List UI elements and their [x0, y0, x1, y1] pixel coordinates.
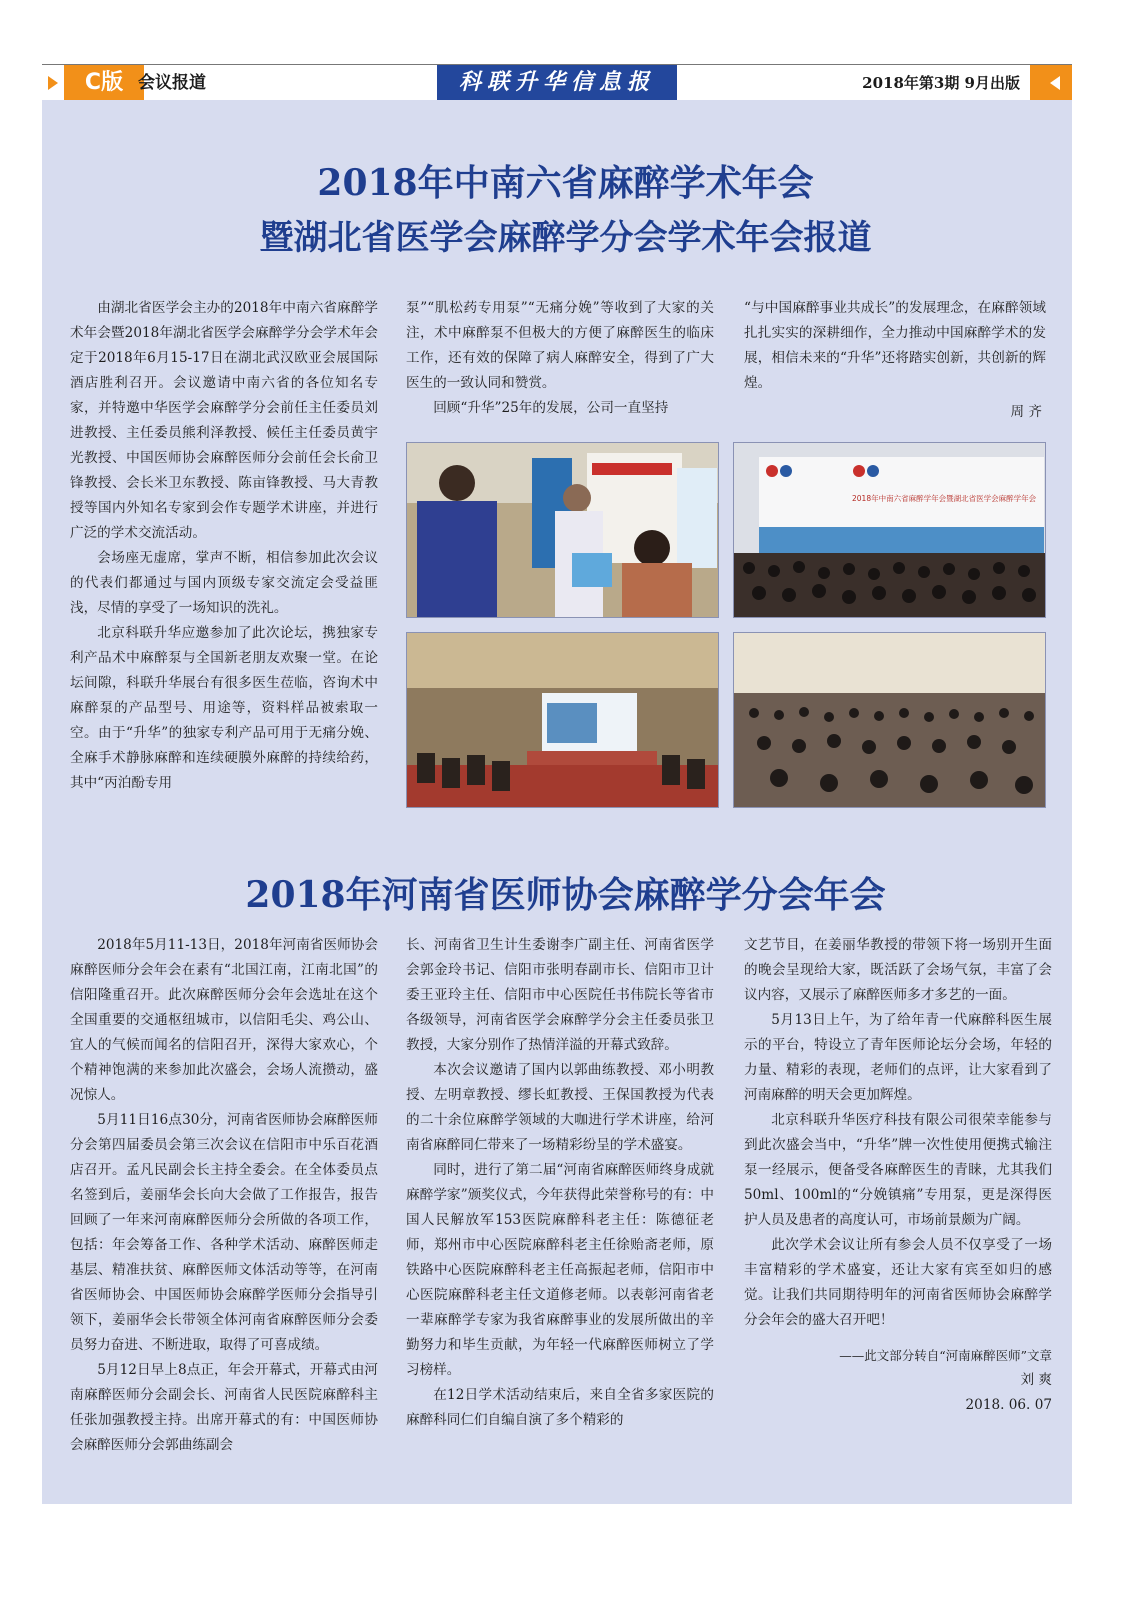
- paragraph: 泵”“肌松药专用泵”“无痛分娩”等收到了大家的关注，术中麻醉泵不但极大的方便了麻醉医生的临床工作，还有效的保障了病人麻醉安全，得到了广大医生的一致认同和赞赏。: [406, 300, 714, 391]
- photo-booth-visit: [406, 442, 719, 618]
- banner-text: 2018年中南六省麻醉学年会暨湖北省医学会麻醉学年会: [852, 494, 1037, 503]
- paragraph: “与中国麻醉事业共成长”的发展理念，在麻醉领域扎扎实实的深耕细作，全力推动中国麻醉学术的发展，相信未来的“升华”还将踏实创新，共创新的辉煌。: [744, 300, 1046, 391]
- paragraph: 由湖北省医学会主办的2018年中南六省麻醉学术年会暨2018年湖北省医学会麻醉学分会学术年会定于2018年6月15-17日在湖北武汉欧亚会展国际酒店胜利召开。会议邀请中南六省的各位知名专家，并特邀中华医学会麻醉学分会前任主任委员刘进教授、主任委员熊利泽教授、候任主任委员黄宇光教授、中国医师协会麻醉医师分会前任会长俞卫锋教授、会长米卫东教授、陈亩锋教授、马大青教授等国内外知名专家到会作专题学术讲座，并进行广泛的学术交流活动。: [70, 300, 378, 541]
- article1-title-line1: 2018年中南六省麻醉学术年会: [317, 162, 814, 204]
- article2-date: 2018. 06. 07: [965, 1397, 1052, 1413]
- article1-column-2: [406, 296, 714, 421]
- banner-photo-image: [734, 443, 1045, 617]
- article2-column-2: [406, 933, 714, 1433]
- article1-column-3: [744, 296, 1046, 425]
- paragraph: 回顾“升华”25年的发展，公司一直坚持: [433, 400, 669, 416]
- paragraph: 文艺节目，在姜丽华教授的带领下将一场别开生面的晚会呈现给大家，既活跃了会场气氛，丰富了会议内容，又展示了麻醉医师多才多艺的一面。: [744, 937, 1052, 1003]
- article2-column-1: [70, 933, 378, 1458]
- photo-conference-banner: [733, 442, 1046, 618]
- booth-photo-image: [407, 443, 718, 617]
- paragraph: 在12日学术活动结束后，来自全省多家医院的麻醉科同仁们自编自演了多个精彩的: [406, 1387, 714, 1428]
- edition-label: C版: [64, 65, 144, 101]
- hall-photo-image: [407, 633, 718, 807]
- article2-source: ——此文部分转自“河南麻醉医师”文章: [839, 1348, 1052, 1363]
- article1-title-line2: 暨湖北省医学会麻醉学分会学术年会报道: [259, 218, 872, 258]
- page-nav-tab[interactable]: [1030, 65, 1072, 101]
- photo-lecture-hall: [406, 632, 719, 808]
- article2-column-3: [744, 933, 1052, 1418]
- article1-column-1: [70, 296, 378, 796]
- paragraph: 长、河南省卫生计生委谢李广副主任、河南省医学会郭金玲书记、信阳市张明春副市长、信阳市卫计委王亚玲主任、信阳市中心医院任书伟院长等省市各级领导，河南省医学会麻醉学分会主任委员张卫教授，大家分别作了热情洋溢的开幕式致辞。: [406, 937, 714, 1053]
- article2-author: 刘 爽: [1020, 1372, 1052, 1388]
- paragraph: 北京科联升华医疗科技有限公司很荣幸能参与到此次盛会当中，“升华”牌一次性使用便携式输注泵一经展示，便备受各麻醉医生的青睐，尤其我们50ml、100ml的“分娩镇痛”专用泵，更是深得医护人员及患者的高度认可，市场前景颇为广阔。: [744, 1112, 1052, 1228]
- masthead-title: 科联升华信息报: [437, 65, 677, 101]
- arrow-left-nav-icon: [1050, 76, 1060, 90]
- paragraph: 会场座无虚席，掌声不断，相信参加此次会议的代表们都通过与国内顶级专家交流定会受益匪浅，尽情的享受了一场知识的洗礼。: [70, 550, 378, 616]
- page-header: [42, 64, 1072, 102]
- paragraph: 本次会议邀请了国内以郭曲练教授、邓小明教授、左明章教授、缪长虹教授、王保国教授为代表的二十余位麻醉学领域的大咖进行学术讲座，给河南省麻醉同仁带来了一场精彩纷呈的学术盛宴。: [406, 1062, 714, 1153]
- section-label: 会议报道: [138, 73, 206, 93]
- audience-photo-image: [734, 633, 1045, 807]
- issue-info: 2018年第3期 9月出版: [862, 74, 1020, 92]
- photo-audience: [733, 632, 1046, 808]
- paragraph: 2018年5月11-13日，2018年河南省医师协会麻醉医师分会年会在素有“北国江南，江南北国”的信阳隆重召开。此次麻醉医师分会年会选址在这个全国重要的交通枢纽城市，以信阳毛尖、鸡公山、宜人的气候而闻名的信阳召开，深得大家欢心，个个精神饱满的来参加此次盛会，会场人流攒动，盛况惊人。: [70, 937, 378, 1103]
- article2-title: 2018年河南省医师协会麻醉学分会年会: [245, 874, 886, 916]
- paragraph: 同时，进行了第二届“河南省麻醉医师终身成就麻醉学家”颁奖仪式，今年获得此荣誉称号的有：中国人民解放军153医院麻醉科老主任：陈德征老师，郑州市中心医院麻醉科老主任徐贻斋老师，原铁路中心医院麻醉科老主任高振起老师，信阳市中心医院麻醉科老主任文道修老师。以表彰河南省老一辈麻醉学专家为我省麻醉事业的发展所做出的辛勤努力和毕生贡献，为年轻一代麻醉医师树立了学习榜样。: [406, 1162, 714, 1378]
- paragraph: 5月13日上午，为了给年青一代麻醉科医生展示的平台，特设立了青年医师论坛分会场，年轻的力量、精彩的表现，老师们的点评，让大家看到了河南麻醉的明天会更加辉煌。: [744, 1012, 1052, 1103]
- paragraph: 5月12日早上8点正，年会开幕式，开幕式由河南麻醉医师分会副会长、河南省人民医院麻醉科主任张加强教授主持。出席开幕式的有：中国医师协会麻醉医师分会郭曲练副会: [70, 1362, 378, 1453]
- paragraph: 北京科联升华应邀参加了此次论坛，携独家专利产品术中麻醉泵与全国新老朋友欢聚一堂。在论坛间隙，科联升华展台有很多医生莅临，咨询术中麻醉泵的产品型号、用途等，资料样品被索取一空。由于“升华”的独家专利产品可用于无痛分娩、全麻手术静脉麻醉和连续硬膜外麻醉的持续给药，其中“丙泊酚专用: [70, 625, 378, 791]
- arrow-left-icon: [48, 76, 58, 90]
- article1-author: 周 齐: [1010, 404, 1042, 420]
- paragraph: 5月11日16点30分，河南省医师协会麻醉医师分会第四届委员会第三次会议在信阳市中乐百花酒店召开。孟凡民副会长主持全委会。在全体委员点名签到后，姜丽华会长向大会做了工作报告，报告回顾了一年来河南麻醉医师分会所做的各项工作，包括：年会筹备工作、各种学术活动、麻醉医师走基层、精准扶贫、麻醉医师文体活动等等，在河南省医师协会、中国医师协会麻醉学医师分会指导引领下，姜丽华会长带领全体河南省麻醉医师分会委员努力奋进、不断进取，取得了可喜成绩。: [70, 1112, 378, 1353]
- paragraph: 此次学术会议让所有参会人员不仅享受了一场丰富精彩的学术盛宴，还让大家有宾至如归的感觉。让我们共同期待明年的河南省医师协会麻醉学分会年会的盛大召开吧！: [744, 1237, 1052, 1328]
